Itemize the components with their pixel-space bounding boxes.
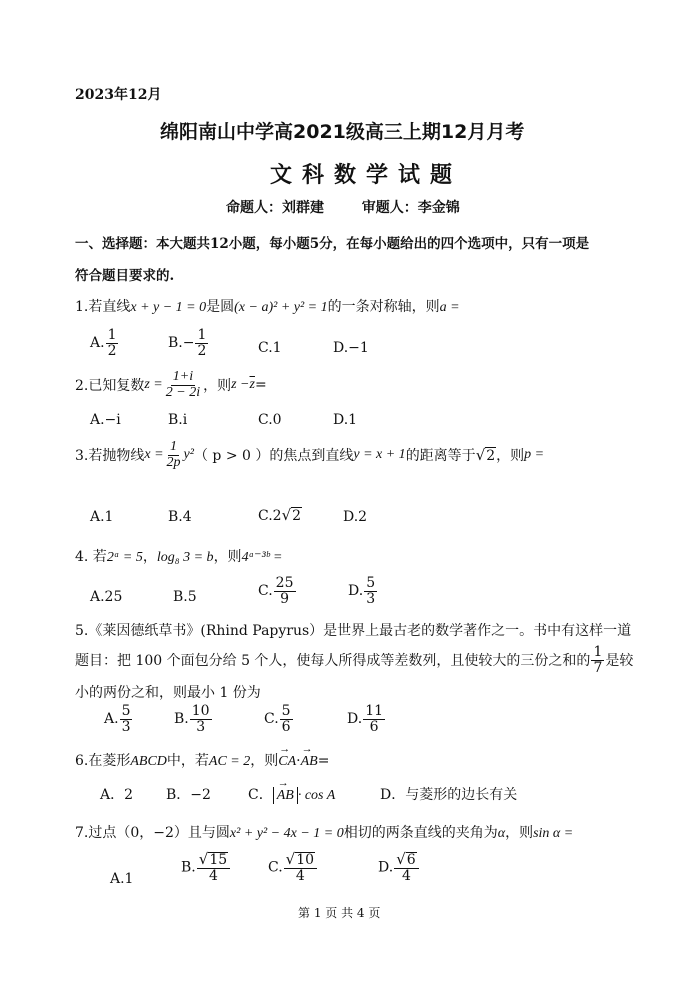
author-name: 刘群建 <box>282 200 324 216</box>
question-3: 3.若抛物线x = $\frac{1}{2p}$ y²（ p > 0 ）的焦点到直线y = x + 1的距离等于 √ 2 ，则p = <box>75 439 545 470</box>
question-5-line-3: 小的两份之和，则最小 1 份为 <box>75 685 261 701</box>
exam-date: 2023年12月 <box>75 87 162 103</box>
question-5-line-2: 题目：把 100 个面包分给 5 个人，使每人所得成等差数列，且使较大的三份之和的 $\frac{1}{7}$ 是较 <box>75 644 634 676</box>
q4-option-d: D. $\frac{5}{3}$ <box>348 575 376 607</box>
q3-option-c: C.2 √ 2 <box>258 506 302 524</box>
q6-option-d: D．与菱形的边长有关 <box>380 787 518 803</box>
q2-option-d: D.1 <box>333 412 358 428</box>
author-line <box>226 197 460 217</box>
q7-option-a: A.1 <box>110 871 134 887</box>
q3-option-a: A.1 <box>90 509 114 525</box>
exam-title: 绵阳南山中学高2021级高三上期12月月考 <box>160 121 525 143</box>
q7-option-c: C. √ 10 4 <box>268 852 318 883</box>
q1-circle: (x − a)² + y² = 1 <box>234 300 328 315</box>
q2-option-c: C.0 <box>258 412 282 428</box>
question-5-line-1: 5.《莱因德纸草书》(Rhind Papyrus）是世界上最古老的数学著作之一。书中有这样一道 <box>75 623 632 639</box>
question-1 <box>75 296 460 316</box>
q6-option-a: A．2 <box>100 787 134 803</box>
q5-option-a: A. $\frac{5}{3}$ <box>104 703 131 735</box>
q3-option-d: D.2 <box>343 509 368 525</box>
q6-option-c: C． → AB · cos A <box>248 784 335 804</box>
q5-option-b: B. $\frac{10}{3}$ <box>174 703 210 735</box>
q3-option-b: B.4 <box>168 509 192 525</box>
q6-option-b: B．−2 <box>166 787 211 803</box>
question-7: 7.过点（0，−2）且与圆x² + y² − 4x − 1 = 0相切的两条直线的夹角为α，则sin α = <box>75 825 574 841</box>
q1-line: x + y − 1 = 0 <box>130 300 207 315</box>
question-2: 2.已知复数z = $\frac{1+i}{2 - 2i}$ ，则$z -\overline{z}=$ <box>75 369 267 400</box>
q1-option-c: C.1 <box>258 340 282 356</box>
q4-option-b: B.5 <box>173 589 197 605</box>
section-instruction-2: 符合题目要求的. <box>75 268 175 284</box>
q1-option-a: A. $\frac{1}{2}$ <box>90 327 117 359</box>
q5-option-c: C. $\frac{5}{6}$ <box>264 703 291 735</box>
q2-option-b: B.i <box>168 412 188 428</box>
question-6: 6.在菱形ABCD中，若AC = 2，则→ CA·→ AB= <box>75 750 329 770</box>
author-label: 命题人： <box>226 200 282 216</box>
page-number: 第 1 页 共 4 页 <box>298 906 381 920</box>
question-4: 4. 若2ᵃ = 5，log₈ 3 = b，则4ᵃ⁻³ᵇ = <box>75 549 283 565</box>
q7-option-b: B. √ 15 4 <box>181 852 231 883</box>
q5-option-d: D. $\frac{11}{6}$ <box>347 703 384 735</box>
q1-option-d: D.−1 <box>333 340 369 356</box>
q4-option-c: C. $\frac{25}{9}$ <box>258 575 294 607</box>
q4-option-a: A.25 <box>90 589 123 605</box>
q1-ask: a = <box>439 300 460 315</box>
reviewer-label: 审题人： <box>361 200 418 216</box>
q2-option-a: A.−i <box>90 412 121 428</box>
q1-mid: 是圆 <box>206 299 235 315</box>
q1-pre: 1.若直线 <box>75 299 131 315</box>
q7-option-d: D. √ 6 4 <box>378 852 420 883</box>
exam-subtitle: 文科数学试题 <box>270 163 463 188</box>
q1-option-b: B.− $\frac{1}{2}$ <box>168 327 207 359</box>
section-instruction-1: 一、选择题：本大题共12小题，每小题5分，在每小题给出的四个选项中，只有一项是 <box>75 236 590 252</box>
q1-post: 的一条对称轴，则 <box>327 299 440 315</box>
reviewer-name: 李金锦 <box>417 200 460 216</box>
